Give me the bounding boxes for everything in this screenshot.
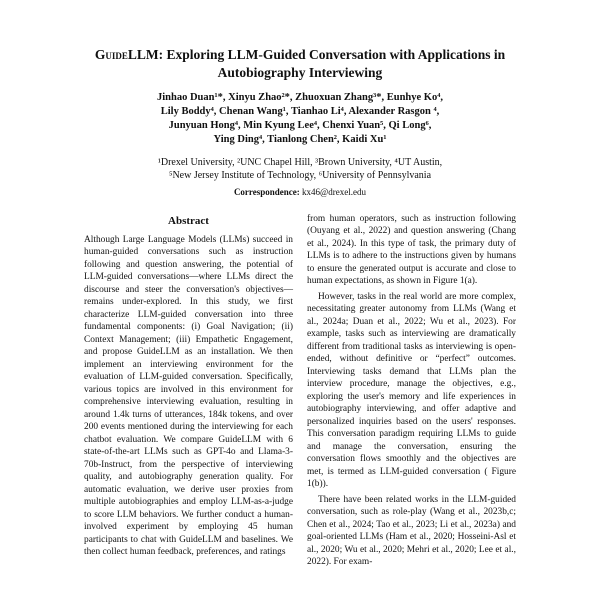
abstract-heading: Abstract <box>168 214 209 227</box>
right-column <box>307 213 516 572</box>
author-line: Jinhao Duan¹*, Xinyu Zhao²*, Zhuoxuan Zhang³*, Eunhye Ko⁴, <box>157 92 443 104</box>
title-rest: LLM: Exploring LLM-Guided Conversation with Applications in Autobiography Interviewing <box>127 47 506 81</box>
author-list <box>84 91 516 146</box>
abstract-text: Although Large Language Models (LLMs) succeed in human-guided conversations such as instruction following and question answering, the potential of LLM-guided conversations—where LLMs direct the discourse and steer the conversation's objectives—remains under-explored. In this study, we first characterize LLM-guided conversation into three fundamental components: (i) Goal Navigation; (ii) Context Management; (iii) Empathetic Engagement, and propose GuideLLM as an installation. We then implement an interviewing environment for the evaluation of LLM-guided conversation. Specifically, various topics are involved in this environment for comprehensive interviewing evaluation, resulting in around 1.4k turns of utterances, 184k tokens, and over 200 events mentioned during the interviewing for each chatbot evaluation. We compare GuideLLM with 6 state-of-the-art LLMs such as GPT-4o and Llama-3-70b-Instruct, from the perspective of interviewing quality, and autobiography generation quality. For automatic evaluation, we derive user proxies from multiple autobiographies and employ LLM-as-a-judge to score LLM behaviors. We further conduct a human-involved experiment by employing 45 human participants to chat with GuideLLM and baselines. We then collect human feedback, preferences, and ratings <box>84 234 293 558</box>
author-line: Junyuan Hong⁴, Min Kyung Lee⁴, Chenxi Yuan⁵, Qi Long⁶, <box>168 120 432 132</box>
affiliation-list <box>84 156 516 182</box>
correspondence-label: Correspondence: <box>233 186 300 197</box>
correspondence-email-link[interactable]: kx46@drexel.edu <box>302 186 367 197</box>
body-paragraph: However, tasks in the real world are more complex, necessitating greater autonomy from LLMs (Wang et al., 2024a; Duan et al., 2022; Wu et al., 2023). For example, tasks such as interviewing are dramatically different from traditional tasks as interviewing is open-ended, without definitive or “perfect” outcomes. Interviewing tasks demand that LLMs plan the interview procedure, manage the objectives, e.g., exploring the user's memory and life experiences in autobiography interviewing, and offer adaptive and personalized inquiries based on the users' responses. This conversation paradigm requiring LLMs to guide and manage the conversation, ensuring the conversation flows smoothly and the objectives are met, is termed as LLM-guided conversation ( Figure 1(b)). <box>307 291 516 490</box>
paper-title <box>94 46 506 82</box>
correspondence-line <box>84 187 516 197</box>
author-line: Lily Boddy⁴, Chenan Wang¹, Tianhao Li⁴, Alexander Rasgon ⁴, <box>160 106 440 118</box>
affiliation-line: ⁵New Jersey Institute of Technology, ⁶University of Pennsylvania <box>168 169 432 181</box>
body-paragraph-continuation: from human operators, such as instruction following (Ouyang et al., 2022) and question answering (Chang et al., 2024). In this type of task, the primary duty of LLMs is to adhere to the instructions given by humans to ensure the generated output is accurate and close to human expectations, as shown in Figure 1(a). <box>307 213 516 287</box>
body-paragraph: There have been related works in the LLM-guided conversation, such as role-play (Wang et al., 2023b,c; Chen et al., 2024; Tao et al., 2023; Li et al., 2023a) and goal-oriented LLMs (Ham et al., 2020; Hosseini-Asl et al., 2020; Wu et al., 2020; Mehri et al., 2020; Lee et al., 2022). For exam- <box>307 494 516 568</box>
author-line: Ying Ding⁴, Tianlong Chen², Kaidi Xu¹ <box>213 134 387 146</box>
two-column-body <box>84 213 516 572</box>
left-column <box>84 213 293 572</box>
title-smallcaps-part: Guide <box>94 47 128 62</box>
affiliation-line: ¹Drexel University, ²UNC Chapel Hill, ³Brown University, ⁴UT Austin, <box>157 156 443 168</box>
